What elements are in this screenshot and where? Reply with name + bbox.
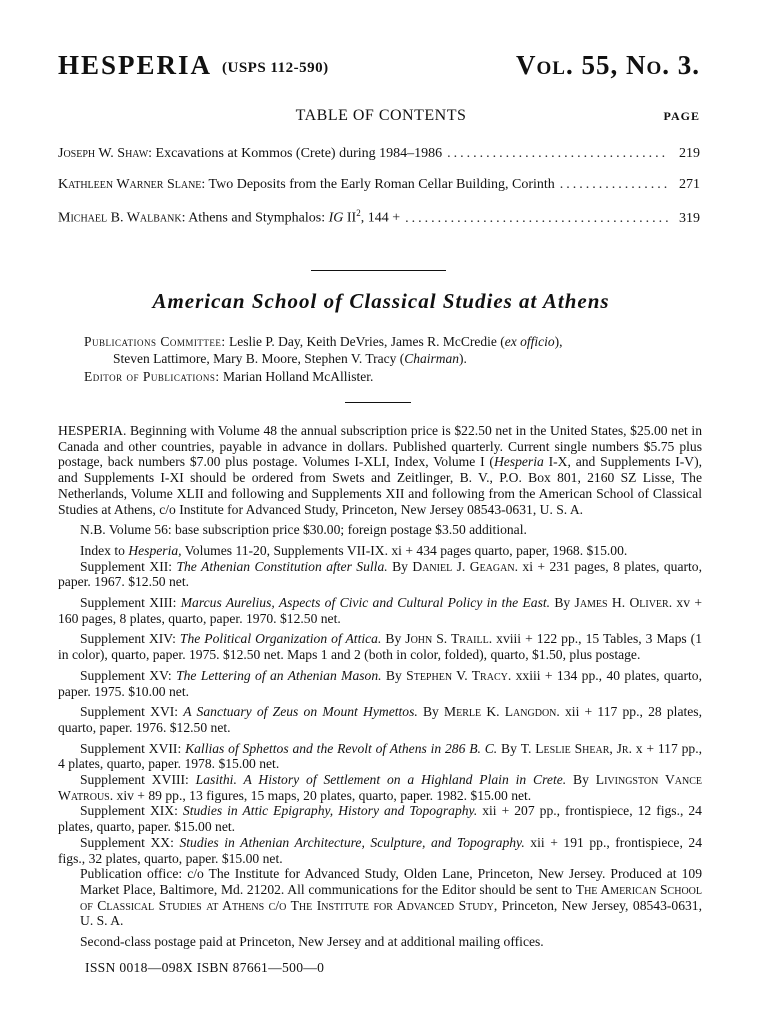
committee-members-2: Steven Lattimore, Mary B. Moore, Stephen V. Tracy ( (113, 351, 405, 366)
toc-entry (58, 146, 700, 177)
pub-by: By (497, 740, 521, 756)
pub-label: Supplement XIII: (80, 595, 181, 611)
pub-details: . xxiii + 134 pp., 40 plates, quarto, paper. 1975. $10.00 net. (58, 667, 702, 699)
hesperia-italic: Hesperia (493, 454, 544, 470)
pub-details: . xi + 231 pages, 8 plates, quarto, paper. 1967. $12.50 net. (58, 558, 702, 590)
publication-item (58, 741, 702, 772)
subscription-paragraph (58, 423, 702, 517)
publication-item (58, 803, 702, 834)
toc-article-title: : Athens and Stymphalos: (181, 210, 329, 226)
toc-article-title-end: , 144 + (360, 210, 401, 226)
committee-label: Publications Committee: (84, 334, 226, 349)
pub-title: Marcus Aurelius, Aspects of Civic and Cultural Policy in the East. (180, 595, 551, 611)
pub-author: James H. Oliver (574, 595, 669, 611)
publication-item (58, 835, 702, 866)
subscription-text: HESPERIA. Beginning with Volume 48 the annual subscription price is $22.50 net in the United States, $25.00 net in Canada and other countries, payable in advance in dollars. Published quarterly. Current single numbers $5.75 plus postage, back numbers $7.00 plus postage. Volumes I-XLI, Index, Volume I ( (58, 423, 702, 470)
office-address-smallcaps: The American School of Classical Studies at Athens c/o The Institute for Advanced Study (80, 881, 702, 913)
publication-item (58, 543, 702, 559)
toc-page-label: PAGE (663, 109, 700, 123)
ex-officio: ex officio (504, 334, 555, 349)
committee-members: Leslie P. Day, Keith DeVries, James R. McCredie ( (225, 334, 505, 349)
committee-punct-2: ). (459, 351, 467, 366)
leader-dots (405, 211, 669, 227)
pub-by: By (381, 631, 406, 647)
pub-label: Supplement XVIII: (80, 772, 196, 788)
pub-details: . xii + 117 pp., 28 plates, quarto, paper. 1976. $12.50 net. (58, 704, 702, 735)
publication-item (58, 668, 702, 699)
publications-committee (84, 333, 700, 367)
pub-author: T. Leslie Shear, Jr (520, 740, 629, 756)
toc-author: Joseph W. Shaw (58, 146, 149, 161)
pub-label: Supplement XIX: (80, 803, 183, 819)
editor-name: Marian Holland McAllister. (219, 369, 374, 384)
toc-article-title-italic: IG (328, 210, 344, 226)
pub-details: . xiv + 89 pp., 13 figures, 15 maps, 20 plates, quarto, paper. 1982. $15.00 net. (109, 787, 532, 803)
pub-label: Supplement XVII: (80, 740, 186, 756)
committee-punct: ), (554, 334, 563, 349)
pub-author: Livingston Vance Watrous (58, 772, 703, 803)
chairman: Chairman (404, 351, 459, 366)
pub-details: xii + 191 pp., frontispiece, 24 figs., 32 plates, quarto, paper. $15.00 net. (58, 834, 702, 866)
pub-title: The Lettering of an Athenian Mason. (176, 667, 382, 683)
pub-title: Kallias of Sphettos and the Revolt of Athens in 286 B. C. (185, 740, 498, 756)
office-text-2: , Princeton, New Jersey, 08543-0631, U. S. A. (80, 897, 702, 929)
pub-label: Supplement XII: (80, 558, 177, 574)
pub-title: The Political Organization of Attica. (179, 631, 382, 647)
pub-label: Supplement XX: (80, 834, 180, 850)
pub-title: Lasithi. A History of Settlement on a Highland Plain in Crete. (195, 772, 567, 788)
pub-by: By (387, 558, 413, 574)
publication-item (58, 559, 702, 590)
school-name: American School of Classical Studies at Athens (152, 289, 610, 313)
masthead (58, 50, 700, 84)
pub-title: A Sanctuary of Zeus on Mount Hymettos. (183, 704, 418, 720)
toc-author: Kathleen Warner Slane (58, 177, 202, 192)
subscription-info (58, 423, 702, 950)
publication-item (58, 704, 702, 735)
leader-dots (447, 146, 669, 162)
publication-item (58, 772, 702, 803)
pub-label: Supplement XIV: (80, 631, 180, 647)
editor-of-publications (84, 369, 700, 385)
pub-details: . xviii + 122 pp., 15 Tables, 3 Maps (1 in color), quarto, paper. 1975. $12.50 net. Maps 1 and 2 (both in color, folded), quarto, $1.50, plus postage. (58, 631, 703, 663)
pub-title: Hesperia, (128, 542, 182, 558)
toc-page-number: 219 (679, 146, 700, 161)
subscription-text-2: I-X, and Supplements I-V), and Supplements I-XI should be ordered from Swets and Zeitlinger, B. V., P.O. Box 801, 2160 SZ Lisse, The Netherlands, Volume XLII and following and Supplements XII and following from the American School of Classical Studies at Athens, c/o Institute for Advanced Study, Princeton, New Jersey 08543-0631, U. S. A. (58, 454, 702, 517)
toc-entry (58, 208, 700, 239)
pub-details: Volumes 11-20, Supplements VII-IX. xi + 434 pages quarto, paper, 1968. $15.00. (181, 542, 628, 558)
pub-author: Stephen V. Tracy (406, 667, 508, 683)
pub-author: Merle K. Langdon (444, 704, 557, 720)
pub-by: By (381, 667, 407, 683)
pub-details: xii + 207 pp., frontispiece, 12 figs., 24 plates, quarto, paper. $15.00 net. (58, 803, 702, 835)
usps-number: (USPS 112-590) (222, 60, 329, 76)
volume-number: Vol. 55, No. 3. (516, 50, 700, 80)
pub-details: . x + 117 pp., 4 plates, quarto, paper. 1978. $15.00 net. (58, 740, 702, 772)
pub-label: Supplement XVI: (80, 704, 184, 720)
pub-label: Supplement XV: (80, 667, 177, 683)
toc-list (58, 146, 700, 239)
journal-title: HESPERIA (58, 50, 213, 80)
nb-note: N.B. Volume 56: base subscription price $30.00; foreign postage $3.50 additional. (80, 522, 527, 538)
toc-article-title: : Excavations at Kommos (Crete) during 1984–1986 (148, 146, 443, 161)
toc-article-title: : Two Deposits from the Early Roman Cellar Building, Corinth (201, 177, 555, 192)
pub-title: The Athenian Constitution after Sulla. (176, 558, 388, 574)
toc-article-title-part: II (343, 210, 357, 226)
toc-page-number: 319 (679, 210, 700, 226)
editor-label: Editor of Publications: (84, 369, 220, 384)
pub-author: John S. Traill (405, 631, 489, 647)
issn-isbn: ISSN 0018—098X ISBN 87661—500—0 (85, 960, 325, 975)
pub-details: . xv + 160 pages, 8 plates, quarto, paper. 1970. $12.50 net. (58, 595, 702, 626)
pub-author: Daniel J. Geagan (412, 558, 515, 574)
pub-by: By (417, 704, 445, 720)
pub-label: Index to (80, 542, 129, 558)
pub-title: Studies in Attic Epigraphy, History and Topography. (182, 803, 478, 819)
divider-rule (345, 402, 411, 403)
publication-office (58, 866, 702, 929)
pub-title: Studies in Athenian Architecture, Sculpture, and Topography. (179, 834, 525, 850)
toc-entry (58, 177, 700, 208)
publication-item (58, 595, 702, 626)
divider-rule (311, 270, 446, 271)
toc-page-number: 271 (679, 177, 700, 192)
toc-superscript: 2 (356, 208, 361, 218)
toc-heading: TABLE OF CONTENTS (295, 107, 467, 124)
office-text: Publication office: c/o The Institute for Advanced Study, Olden Lane, Princeton, New Jersey. Produced at 109 Market Place, Baltimore, Md. 21202. All communications for the Editor should be sent to (80, 866, 702, 897)
pub-by: By (550, 595, 575, 611)
toc-author: Michael B. Walbank (58, 210, 182, 226)
postage-note: Second-class postage paid at Princeton, New Jersey and at additional mailing offices. (80, 934, 544, 950)
leader-dots (560, 177, 669, 193)
pub-by: By (566, 772, 596, 788)
publication-item (58, 631, 702, 662)
